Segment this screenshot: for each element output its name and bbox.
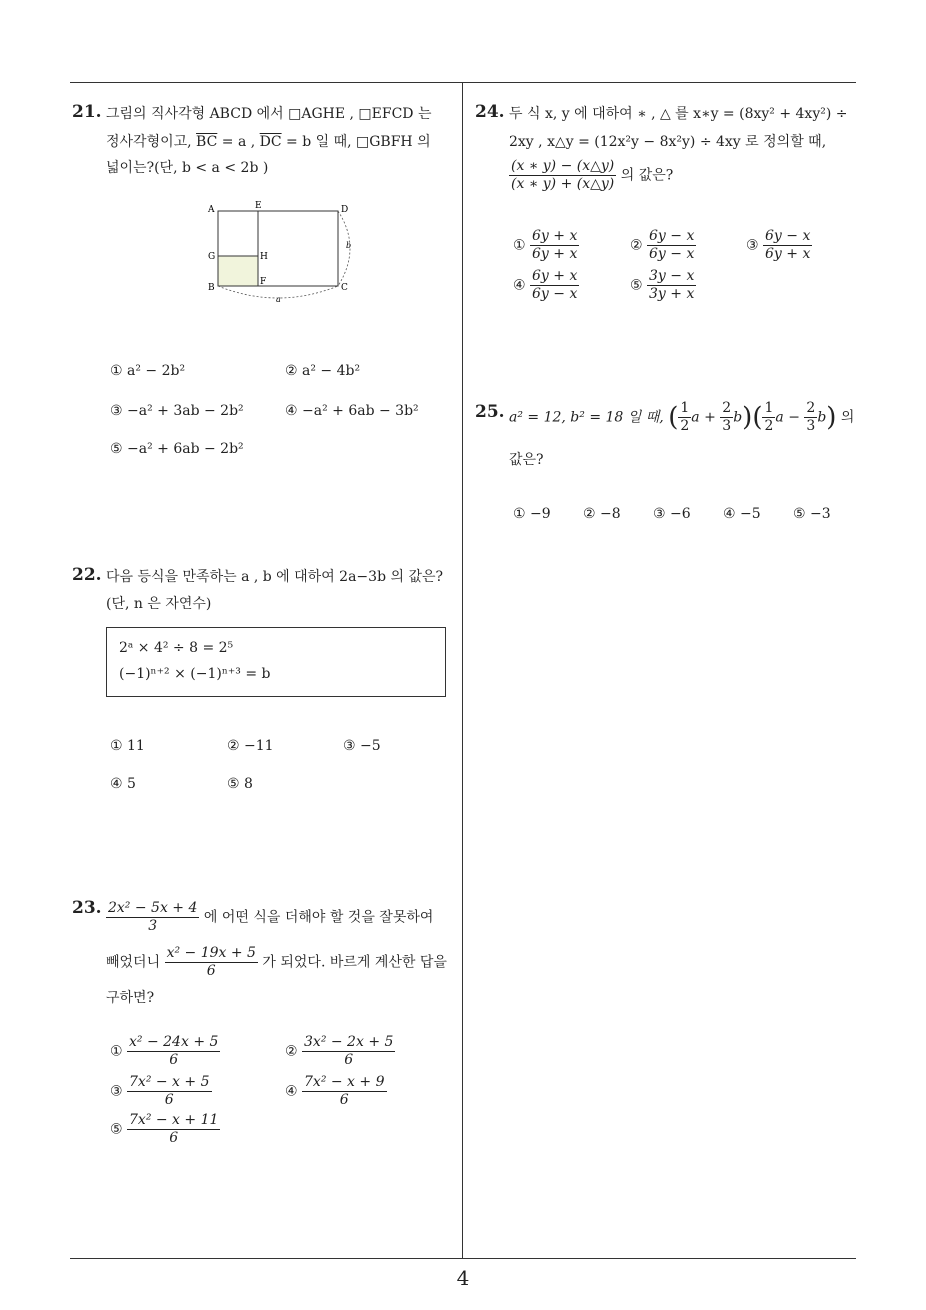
q25-paren-1-open: ( bbox=[668, 402, 679, 433]
q21-number: 21. bbox=[72, 102, 102, 122]
q24-opt4-den: 6y − x bbox=[532, 286, 578, 302]
q25-option-2[interactable]: ② −8 bbox=[583, 506, 621, 522]
label-G: G bbox=[208, 252, 216, 262]
q25-paren-2-close: ) bbox=[826, 402, 837, 433]
q23-option-5[interactable] bbox=[110, 1112, 220, 1147]
q21-line2-a: 정사각형이고, bbox=[106, 134, 197, 150]
q23-line2 bbox=[106, 945, 447, 980]
q22-option-3[interactable]: ③ −5 bbox=[343, 738, 381, 754]
q21-line2 bbox=[106, 128, 431, 156]
q22-option-2[interactable]: ② −11 bbox=[227, 738, 274, 754]
q25-plus: + bbox=[704, 409, 716, 426]
q25-f2-num: 2 bbox=[722, 400, 732, 416]
q24-option-4[interactable] bbox=[513, 268, 579, 303]
bottom-rule bbox=[70, 1258, 856, 1259]
label-D: D bbox=[341, 205, 349, 215]
q23-opt2-den: 6 bbox=[344, 1052, 354, 1068]
q25-f2 bbox=[720, 400, 733, 435]
q21-line2-b: = a , bbox=[217, 134, 260, 150]
q21-option-1[interactable]: ① a² − 2b² bbox=[110, 363, 186, 379]
label-a: a bbox=[276, 295, 281, 304]
q25-f1-num: 1 bbox=[680, 400, 690, 416]
q24-frac-den: (x ∗ y) + (x△y) bbox=[511, 176, 615, 192]
q21-bc: $\overline{BC}$ bbox=[196, 134, 218, 150]
page-number: 4 bbox=[456, 1266, 470, 1290]
q25-f3-den: 2 bbox=[764, 418, 774, 434]
q25-option-4[interactable]: ④ −5 bbox=[723, 506, 761, 522]
q23-opt4-num: 7x² − x + 9 bbox=[304, 1074, 385, 1090]
q23-opt1-frac bbox=[127, 1034, 220, 1069]
q23-opt2-frac bbox=[302, 1034, 395, 1069]
q24-opt5-mark: ⑤ bbox=[630, 277, 643, 294]
q24-line1: 두 식 x, y 에 대하여 ∗ , △ 를 x∗y = (8xy² + 4xy²) ÷ bbox=[509, 106, 848, 122]
q24-opt1-mark: ① bbox=[513, 237, 526, 254]
q24-frac bbox=[509, 158, 616, 193]
q24-opt1-num: 6y + x bbox=[532, 228, 578, 244]
q25-b1: b bbox=[733, 409, 743, 426]
q24-opt2-den: 6y − x bbox=[649, 246, 695, 262]
q24-opt5-num: 3y − x bbox=[649, 268, 695, 284]
q23-number: 23. bbox=[72, 898, 102, 918]
q25-option-5[interactable]: ⑤ −3 bbox=[793, 506, 831, 522]
q25-b2: b bbox=[817, 409, 827, 426]
q25-line2: 값은? bbox=[509, 452, 544, 468]
q24-opt2-mark: ② bbox=[630, 237, 643, 254]
q23-opt3-frac bbox=[127, 1074, 211, 1109]
q22-line1: 다음 등식을 만족하는 a , b 에 대하여 2a−3b 의 값은? bbox=[106, 569, 444, 585]
q23-frac1-den: 3 bbox=[148, 918, 158, 934]
q23-line1 bbox=[106, 900, 433, 935]
q22-line2: (단, n 은 자연수) bbox=[106, 596, 212, 612]
q23-text1: 에 어떤 식을 더해야 할 것을 잘못하여 bbox=[203, 909, 434, 926]
q23-opt1-den: 6 bbox=[169, 1052, 179, 1068]
q24-opt1-frac bbox=[530, 228, 579, 263]
q25-option-3[interactable]: ③ −6 bbox=[653, 506, 691, 522]
q23-opt3-num: 7x² − x + 5 bbox=[129, 1074, 210, 1090]
q23-option-2[interactable] bbox=[285, 1034, 395, 1069]
q23-option-3[interactable] bbox=[110, 1074, 212, 1109]
q22-option-1[interactable]: ① 11 bbox=[110, 738, 145, 754]
q25-f2-den: 3 bbox=[722, 418, 732, 434]
q25-cond: a² = 12, b² = 18 일 때, bbox=[509, 409, 664, 426]
q24-opt3-mark: ③ bbox=[746, 237, 759, 254]
q21-option-3[interactable]: ③ −a² + 3ab − 2b² bbox=[110, 403, 244, 419]
gbfh-shaded-rect bbox=[218, 256, 258, 286]
q24-option-5[interactable] bbox=[630, 268, 696, 303]
q25-f4 bbox=[804, 400, 817, 435]
q25-a2: a bbox=[775, 409, 784, 426]
q24-option-1[interactable] bbox=[513, 228, 579, 263]
label-B: B bbox=[208, 283, 215, 293]
q23-opt1-mark: ① bbox=[110, 1043, 123, 1060]
q25-option-1[interactable]: ① −9 bbox=[513, 506, 551, 522]
q23-option-1[interactable] bbox=[110, 1034, 220, 1069]
q23-opt4-den: 6 bbox=[339, 1092, 349, 1108]
q24-option-3[interactable] bbox=[746, 228, 812, 263]
q23-frac2-num: x² − 19x + 5 bbox=[166, 945, 256, 961]
q22-condition-box bbox=[106, 627, 446, 697]
q25-f4-den: 3 bbox=[806, 418, 816, 434]
q23-opt2-num: 3x² − 2x + 5 bbox=[304, 1034, 394, 1050]
q25-number: 25. bbox=[475, 402, 505, 422]
q23-frac1 bbox=[106, 900, 199, 935]
q23-frac2 bbox=[165, 945, 258, 980]
q25-f3 bbox=[762, 400, 775, 435]
q24-number: 24. bbox=[475, 102, 505, 122]
q22-option-4[interactable]: ④ 5 bbox=[110, 776, 136, 792]
q24-opt3-den: 6y + x bbox=[765, 246, 811, 262]
q25-paren-2-open: ( bbox=[752, 402, 763, 433]
q25-f3-num: 1 bbox=[764, 400, 774, 416]
top-rule bbox=[70, 82, 856, 83]
column-divider bbox=[462, 82, 463, 1259]
q21-figure bbox=[200, 198, 370, 308]
q25-tail: 의 bbox=[840, 409, 855, 426]
q25-paren-1-close: ) bbox=[742, 402, 753, 433]
label-A: A bbox=[208, 205, 215, 215]
q23-frac1-num: 2x² − 5x + 4 bbox=[108, 900, 198, 916]
label-b: b bbox=[346, 241, 352, 250]
q22-box-line1: 2ᵃ × 4² ÷ 8 = 2⁵ bbox=[119, 640, 234, 656]
q25-f1 bbox=[678, 400, 691, 435]
q21-line2-c: = b 일 때, □GBFH 의 bbox=[281, 134, 431, 150]
label-F: F bbox=[260, 277, 267, 287]
q23-opt1-num: x² − 24x + 5 bbox=[129, 1034, 219, 1050]
q23-opt4-frac bbox=[302, 1074, 386, 1109]
label-H: H bbox=[260, 252, 268, 262]
q24-opt4-num: 6y + x bbox=[532, 268, 578, 284]
q25-line1 bbox=[509, 400, 854, 435]
q25-f4-num: 2 bbox=[806, 400, 816, 416]
q24-option-2[interactable] bbox=[630, 228, 696, 263]
q23-opt5-mark: ⑤ bbox=[110, 1121, 123, 1138]
q21-option-5[interactable]: ⑤ −a² + 6ab − 2b² bbox=[110, 441, 244, 457]
q24-line3 bbox=[509, 158, 673, 193]
q24-opt3-frac bbox=[763, 228, 812, 263]
q24-opt5-den: 3y + x bbox=[649, 286, 695, 302]
q23-opt5-num: 7x² − x + 11 bbox=[129, 1112, 219, 1128]
q24-opt2-num: 6y − x bbox=[649, 228, 695, 244]
q24-opt3-num: 6y − x bbox=[765, 228, 811, 244]
q22-option-5[interactable]: ⑤ 8 bbox=[227, 776, 253, 792]
q25-f1-den: 2 bbox=[680, 418, 690, 434]
q22-box-line2: (−1)ⁿ⁺² × (−1)ⁿ⁺³ = b bbox=[119, 666, 271, 682]
q24-text3: 의 값은? bbox=[620, 167, 674, 184]
q21-line3: 넓이는?(단, b < a < 2b ) bbox=[106, 160, 269, 176]
q23-line3: 구하면? bbox=[106, 990, 155, 1006]
q23-option-4[interactable] bbox=[285, 1074, 387, 1109]
q25-minus: − bbox=[788, 409, 800, 426]
q21-option-4[interactable]: ④ −a² + 6ab − 3b² bbox=[285, 403, 419, 419]
q24-frac-num: (x ∗ y) − (x△y) bbox=[511, 158, 615, 174]
q24-opt4-frac bbox=[530, 268, 579, 303]
q22-number: 22. bbox=[72, 565, 102, 585]
q24-opt1-den: 6y + x bbox=[532, 246, 578, 262]
q21-line1: 그림의 직사각형 ABCD 에서 □AGHE , □EFCD 는 bbox=[106, 106, 432, 122]
label-E: E bbox=[255, 201, 262, 211]
q24-line2: 2xy , x△y = (12x²y − 8x²y) ÷ 4xy 로 정의할 때, bbox=[509, 134, 827, 150]
q23-opt5-frac bbox=[127, 1112, 220, 1147]
q23-opt2-mark: ② bbox=[285, 1043, 298, 1060]
q23-opt3-den: 6 bbox=[164, 1092, 174, 1108]
q23-text2b: 가 되었다. 바르게 계산한 답을 bbox=[262, 954, 447, 971]
q23-frac2-den: 6 bbox=[206, 963, 216, 979]
q21-dc: $\overline{DC}$ bbox=[259, 134, 282, 150]
q24-opt2-frac bbox=[647, 228, 696, 263]
q24-opt5-frac bbox=[647, 268, 696, 303]
q25-a1: a bbox=[691, 409, 700, 426]
q23-opt4-mark: ④ bbox=[285, 1083, 298, 1100]
label-C: C bbox=[341, 283, 348, 293]
q23-text2a: 빼었더니 bbox=[106, 954, 161, 971]
q23-opt5-den: 6 bbox=[169, 1130, 179, 1146]
q23-opt3-mark: ③ bbox=[110, 1083, 123, 1100]
q24-opt4-mark: ④ bbox=[513, 277, 526, 294]
q21-option-2[interactable]: ② a² − 4b² bbox=[285, 363, 361, 379]
